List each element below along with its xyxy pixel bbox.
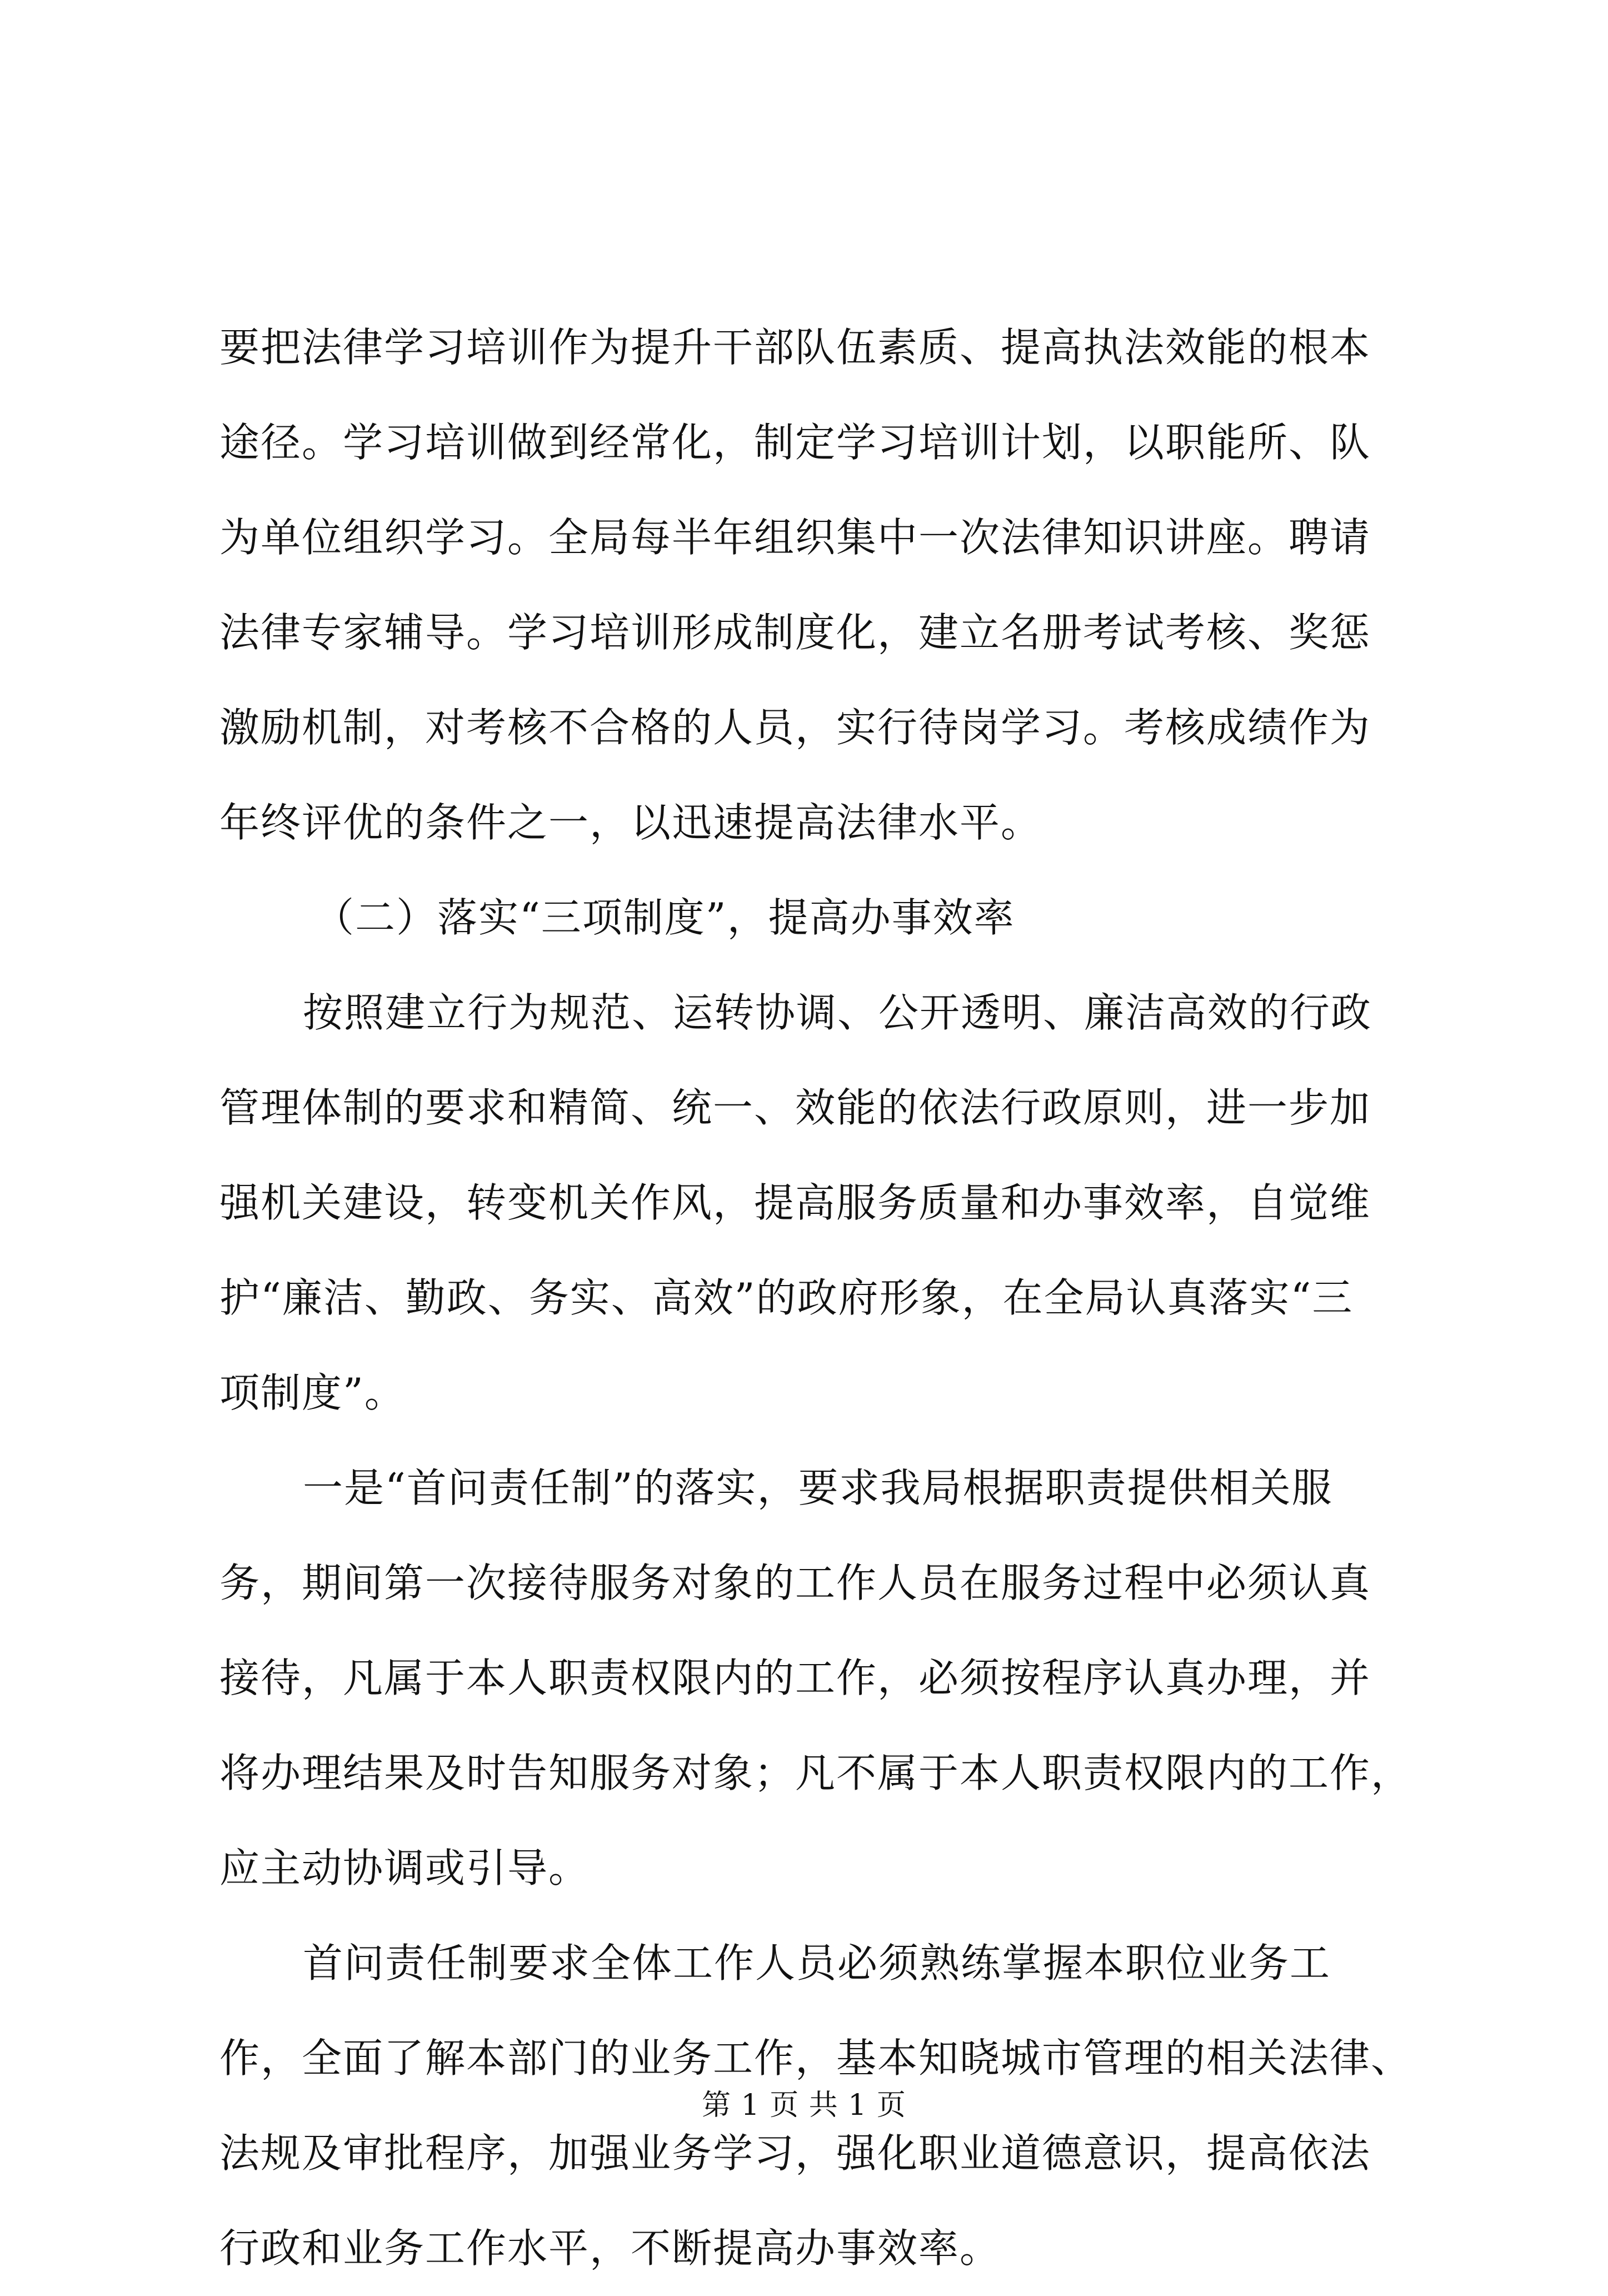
text-line: 接待，凡属于本人职责权限内的工作，必须按程序认真办理，并	[219, 1655, 1371, 1701]
text-line: 行政和业务工作水平，不断提高办事效率。	[219, 2225, 1001, 2272]
text-line: 首问责任制要求全体工作人员必须熟练掌握本职位业务工	[303, 1940, 1331, 1986]
section-heading: （二）落实“三项制度”，提高办事效率	[314, 894, 1015, 941]
text-line: 应主动协调或引导。	[219, 1845, 590, 1891]
page-footer: 第 1 页 共 1 页	[702, 2089, 906, 2122]
text-line: 强机关建设，转变机关作风，提高服务质量和办事效率，自觉维	[219, 1179, 1371, 1226]
text-line: 务，期间第一次接待服务对象的工作人员在服务过程中必须认真	[219, 1560, 1371, 1606]
text-line: 要把法律学习培训作为提升干部队伍素质、提高执法效能的根本	[219, 324, 1371, 371]
text-line: 作，全面了解本部门的业务工作，基本知晓城市管理的相关法律、	[219, 2035, 1412, 2081]
body-text	[219, 300, 1412, 2296]
text-line: 项制度”。	[219, 1369, 406, 1416]
text-line: 护“廉洁、勤政、务实、高效”的政府形象，在全局认真落实“三	[219, 1274, 1354, 1321]
text-line: 按照建立行为规范、运转协调、公开透明、廉洁高效的行政	[303, 989, 1372, 1036]
text-line: 激励机制，对考核不合格的人员，实行待岗学习。考核成绩作为	[219, 704, 1371, 751]
text-line: 法律专家辅导。学习培训形成制度化，建立名册考试考核、奖惩	[219, 609, 1371, 656]
text-line: 途径。学习培训做到经常化，制定学习培训计划，以职能所、队	[219, 419, 1371, 466]
text-line: 为单位组织学习。全局每半年组织集中一次法律知识讲座。聘请	[219, 514, 1371, 561]
text-line: 管理体制的要求和精简、统一、效能的依法行政原则，进一步加	[219, 1084, 1371, 1131]
text-line: 法规及审批程序，加强业务学习，强化职业道德意识，提高依法	[219, 2130, 1371, 2177]
text-line: 一是“首问责任制”的落实，要求我局根据职责提供相关服	[303, 1465, 1333, 1511]
text-line: 年终评优的条件之一，以迅速提高法律水平。	[219, 799, 1042, 846]
text-line: 将办理结果及时告知服务对象；凡不属于本人职责权限内的工作，	[219, 1750, 1412, 1796]
